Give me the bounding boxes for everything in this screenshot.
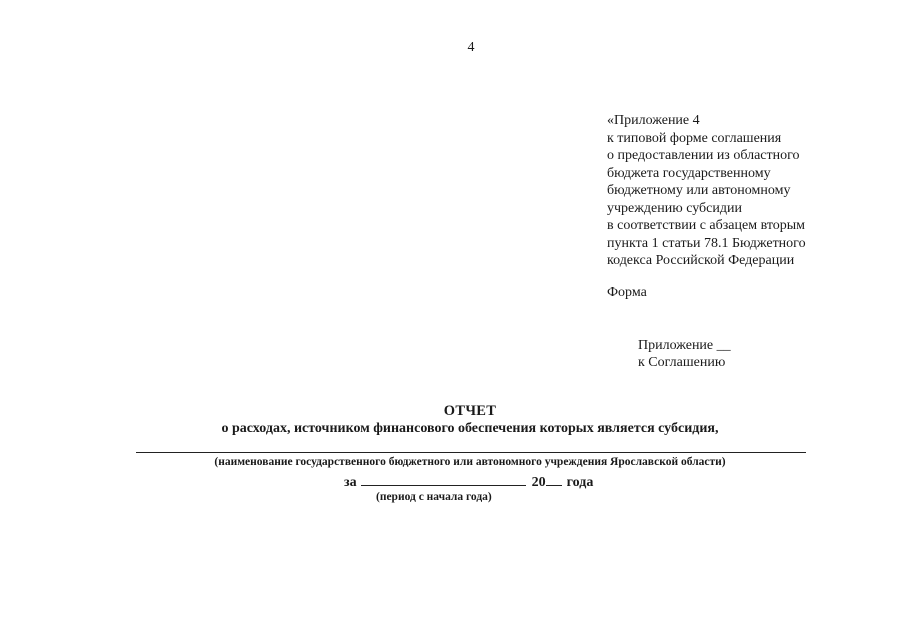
appendix-line: в соответствии с абзацем вторым [607, 218, 806, 233]
report-title: ОТЧЕТ [443, 403, 497, 419]
institution-caption: (наименование государственного бюджетного или автономного учреждения Ярославской области) [214, 456, 726, 468]
year-blank [546, 472, 562, 486]
page-number: 4 [467, 40, 475, 55]
appendix-line: о предоставлении из областного [607, 148, 800, 163]
period-line [344, 472, 593, 491]
appendix-line: пункта 1 статьи 78.1 Бюджетного [607, 235, 806, 251]
period-blank [361, 472, 526, 486]
form-label: Форма [607, 285, 647, 300]
appendix-line: кодекса Российской Федерации [607, 253, 795, 268]
period-caption: (период с начала года) [376, 491, 492, 503]
appendix-line: учреждению субсидии [607, 200, 742, 216]
appendix-line: к типовой форме соглашения [607, 130, 782, 146]
period-year-prefix: 20 [531, 475, 546, 490]
agreement-reference-block [638, 337, 731, 371]
appendix-reference-block [607, 112, 897, 270]
report-subtitle: о расходах, источником финансового обеспечения которых является субсидия, [221, 421, 719, 436]
period-suffix: года [566, 475, 594, 490]
agreement-appendix-line: Приложение __ [638, 338, 731, 353]
institution-name-blank-line [136, 452, 806, 453]
appendix-line: «Приложение 4 [607, 113, 700, 128]
appendix-line: бюджета государственному [607, 165, 771, 181]
period-prefix: за [344, 475, 357, 490]
agreement-line: к Соглашению [638, 355, 726, 370]
appendix-line: бюджетному или автономному [607, 183, 791, 198]
